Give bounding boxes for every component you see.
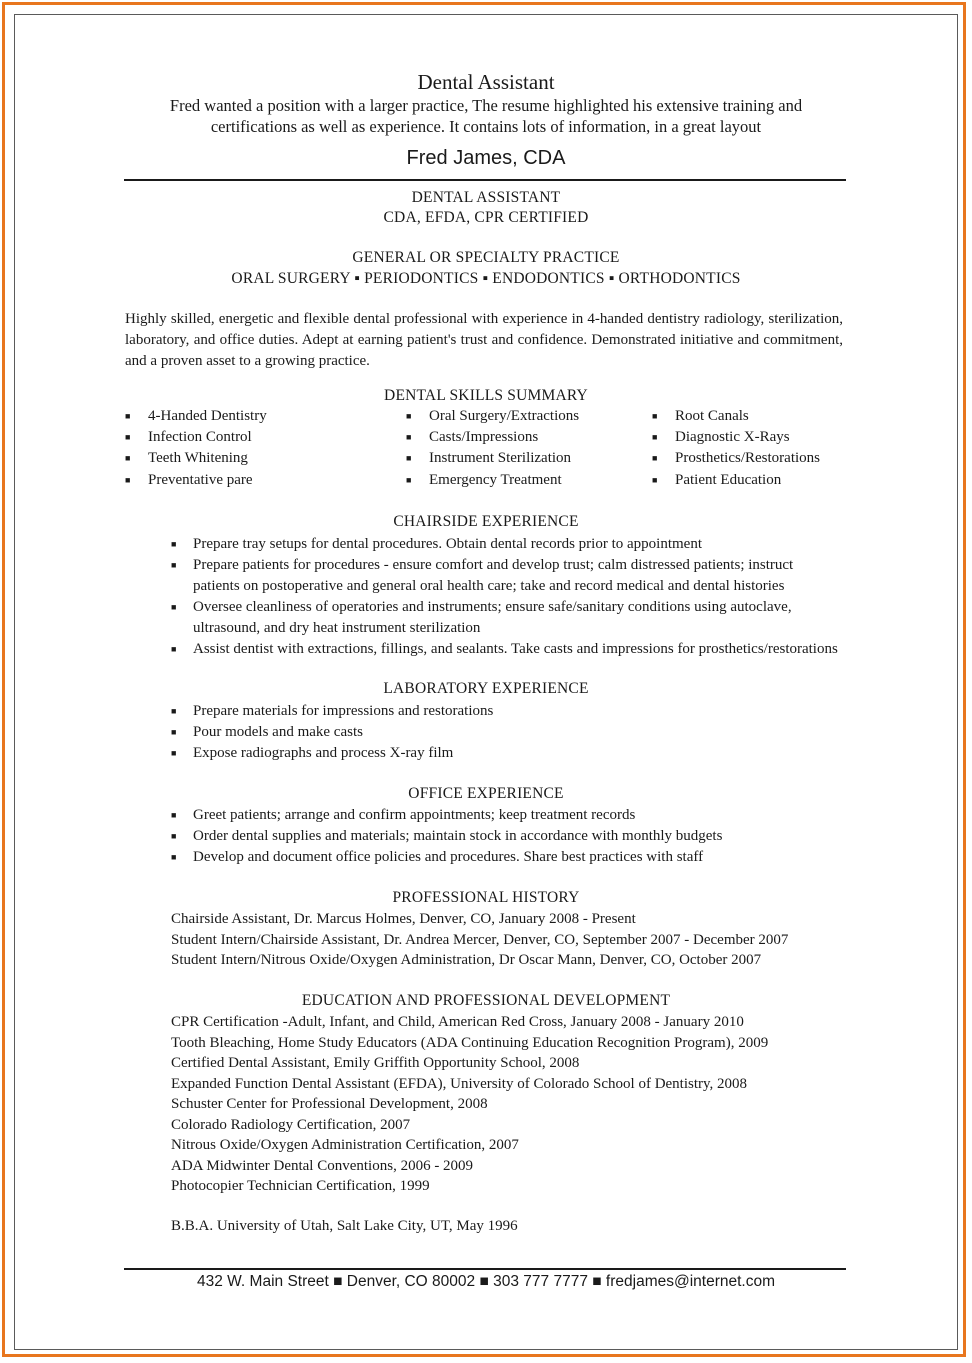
list-item: ■ Prepare patients for procedures - ensure comfort and develop trust; calm distressed patients; instruct patients on postoperative and general oral health care; take and record medical and dental histories xyxy=(171,557,794,594)
history-item: Student Intern/Chairside Assistant, Dr. Andrea Mercer, Denver, CO, September 2007 - December 2007 xyxy=(171,931,789,948)
summary-paragraph: Highly skilled, energetic and flexible dental professional with experience in 4-handed dentistry radiology, sterilization, laboratory, and office duties. Adept at earning patient's trust and confidence. Demonstrated initiative and commitment, and a proven asset to a growing practice. xyxy=(125,311,843,369)
history-item: Chairside Assistant, Dr. Marcus Holmes, Denver, CO, January 2008 - Present xyxy=(171,911,636,927)
list-item: ■ Assist dentist with extractions, fillings, and sealants. Take casts and impressions for prosthetics/restorations xyxy=(171,641,838,657)
footer-contact: 432 W. Main Street ■ Denver, CO 80002 ■ 303 777 7777 ■ fredjames@internet.com xyxy=(196,1273,775,1290)
skill-item: ■ Preventative pare xyxy=(125,472,253,488)
skill-item: ■ Casts/Impressions xyxy=(406,429,539,445)
education-item: ADA Midwinter Dental Conventions, 2006 - 2009 xyxy=(171,1157,474,1174)
list-item: ■ Order dental supplies and materials; maintain stock in accordance with monthly budgets xyxy=(171,828,723,844)
skill-item: ■ Oral Surgery/Extractions xyxy=(406,408,580,424)
education-item: Nitrous Oxide/Oxygen Administration Certification, 2007 xyxy=(171,1137,519,1153)
history-list xyxy=(171,909,788,971)
resume-role: DENTAL ASSISTANT xyxy=(411,189,561,206)
education-item: Tooth Bleaching, Home Study Educators (ADA Continuing Education Recognition Program), 2009 xyxy=(171,1034,769,1051)
resume-name: Fred James, CDA xyxy=(406,147,566,169)
education-heading: EDUCATION AND PROFESSIONAL DEVELOPMENT xyxy=(301,992,671,1009)
skill-item: ■ Prosthetics/Restorations xyxy=(652,450,820,466)
office-heading: OFFICE EXPERIENCE xyxy=(408,785,564,802)
skill-item: ■ 4-Handed Dentistry xyxy=(125,408,267,424)
history-heading: PROFESSIONAL HISTORY xyxy=(392,889,580,906)
laboratory-list xyxy=(171,701,851,764)
list-item: ■ Expose radiographs and process X-ray film xyxy=(171,745,454,761)
education-item: Expanded Function Dental Assistant (EFDA), University of Colorado School of Dentistry, 2008 xyxy=(171,1075,748,1092)
skill-item: ■ Emergency Treatment xyxy=(406,472,562,488)
practice-heading: GENERAL OR SPECIALTY PRACTICE xyxy=(352,249,620,266)
education-item: Schuster Center for Professional Development, 2008 xyxy=(171,1096,488,1112)
skills-heading: DENTAL SKILLS SUMMARY xyxy=(384,387,588,404)
page-title: Dental Assistant xyxy=(417,70,555,94)
skill-item: ■ Root Canals xyxy=(652,408,749,424)
list-item: ■ Prepare materials for impressions and restorations xyxy=(171,703,494,719)
education-item: Colorado Radiology Certification, 2007 xyxy=(171,1116,411,1133)
list-item: ■ Develop and document office policies and procedures. Share best practices with staff xyxy=(171,849,704,865)
specialties-line: ORAL SURGERY ▪ PERIODONTICS ▪ ENDODONTICS ▪ ORTHODONTICS xyxy=(231,270,741,287)
footer-divider xyxy=(124,1268,846,1270)
office-list xyxy=(171,805,851,868)
laboratory-heading: LABORATORY EXPERIENCE xyxy=(383,680,589,697)
skill-item: ■ Teeth Whitening xyxy=(125,450,248,466)
resume-certs: CDA, EFDA, CPR CERTIFIED xyxy=(383,209,589,226)
history-item: Student Intern/Nitrous Oxide/Oxygen Administration, Dr Oscar Mann, Denver, CO, October 2007 xyxy=(171,952,762,968)
header-divider xyxy=(124,179,846,181)
list-item: ■ Oversee cleanliness of operatories and instruments; ensure safe/sanitary conditions using autoclave, ultrasound, and dry heat instrument sterilization xyxy=(171,599,792,636)
chairside-list xyxy=(171,534,871,660)
skill-item: ■ Instrument Sterilization xyxy=(406,450,572,466)
skill-item: ■ Patient Education xyxy=(652,472,782,488)
list-item: ■ Greet patients; arrange and confirm appointments; keep treatment records xyxy=(171,807,636,823)
list-item: ■ Pour models and make casts xyxy=(171,724,363,740)
education-item: Certified Dental Assistant, Emily Griffith Opportunity School, 2008 xyxy=(171,1055,580,1071)
skill-item: ■ Diagnostic X-Rays xyxy=(652,429,790,445)
list-item: ■ Prepare tray setups for dental procedures. Obtain dental records prior to appointment xyxy=(171,536,702,552)
education-list xyxy=(171,1012,768,1197)
page-description: Fred wanted a position with a larger practice, The resume highlighted his extensive training and certifications as well as experience. It contains lots of information, in a great layout xyxy=(169,96,803,136)
chairside-heading: CHAIRSIDE EXPERIENCE xyxy=(393,513,579,530)
skill-item: ■ Infection Control xyxy=(125,429,252,445)
education-degree: B.B.A. University of Utah, Salt Lake City, UT, May 1996 xyxy=(171,1218,518,1234)
education-item: CPR Certification -Adult, Infant, and Child, American Red Cross, January 2008 - January 2010 xyxy=(171,1014,744,1030)
education-item: Photocopier Technician Certification, 1999 xyxy=(171,1178,430,1194)
